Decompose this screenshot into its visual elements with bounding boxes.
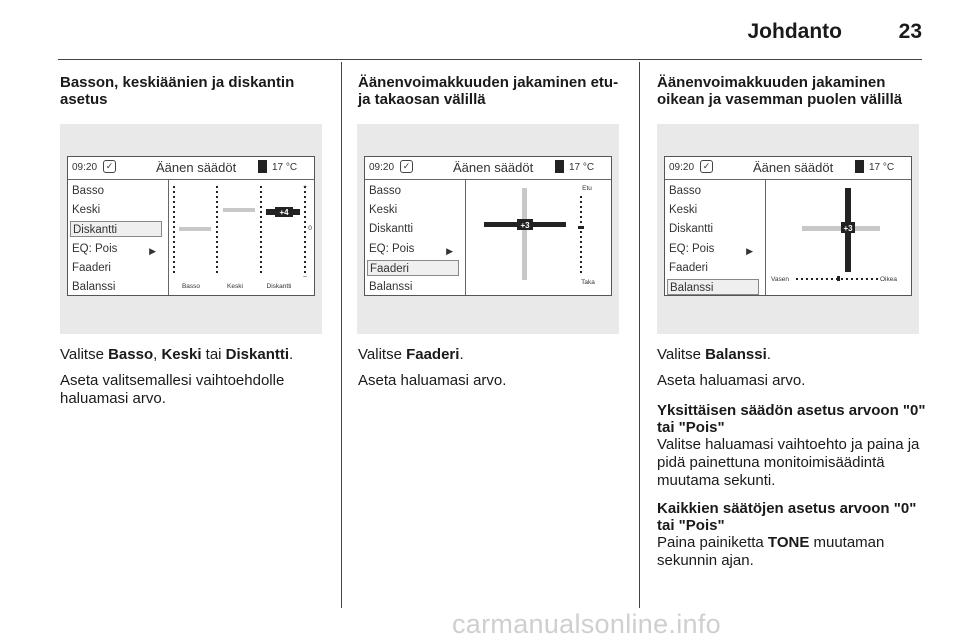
display-screen [664,156,912,296]
menu-item-eq-label: EQ: Pois [369,243,415,255]
keyword-treble: Diskantti [225,346,290,363]
screen-title: Äänen säädöt [753,160,834,175]
text: Valitse [657,346,706,363]
text: Valitse [358,346,407,363]
keyword-fader: Faaderi [406,346,460,363]
screen-menu [665,180,766,295]
thermometer-icon [555,160,564,173]
chapter-title: Johdanto [747,20,842,43]
balance-control [766,180,911,295]
fader-value: +3 [520,221,530,230]
menu-item-balance[interactable]: Balanssi [72,281,116,293]
text: Paina painiketta [657,534,768,551]
page-number: 23 [898,20,922,43]
chevron-right-icon: ▶ [446,246,453,256]
watermark: carmanualsonline.info [452,609,721,639]
screen-image-eq [60,124,322,334]
balance-graphic [766,180,912,296]
instruction-select [657,346,927,364]
thermometer-icon [855,160,864,173]
menu-item-bass[interactable]: Basso [669,185,701,197]
eq-slider-graphic [169,180,315,296]
column-bass-mid-treble [60,74,328,108]
menu-item-mid[interactable]: Keski [72,204,101,216]
column-3-body [657,346,927,580]
check-icon: ✓ [400,160,413,173]
menu-item-bass[interactable]: Basso [72,185,104,197]
fader-graphic [466,180,612,296]
clock: 09:20 [669,162,695,173]
text: . [289,346,294,363]
fader-vertical-bar [522,188,527,280]
fader-scale-marker [578,226,584,229]
menu-item-fader[interactable]: Faaderi [72,262,111,274]
menu-item-treble[interactable]: Diskantti [669,223,714,235]
menu-item-treble[interactable]: Diskantti [369,223,414,235]
screen-image-balance [657,124,919,334]
menu-item-eq[interactable] [667,241,759,257]
menu-item-fader[interactable]: Faaderi [367,260,459,276]
column-fader [358,74,626,108]
display-screen [67,156,315,296]
screen-top-bar [365,157,611,180]
scale-zero: 0 [308,225,312,232]
check-icon: ✓ [700,160,713,173]
all-reset-text [657,534,927,570]
instruction-set: Aseta valitsemallesi vaihtoehdolle haluamasi arvo. [60,372,285,407]
column-1-body [60,346,328,416]
screen-top-bar [68,157,314,180]
text: tai [201,346,226,363]
screen-menu [68,180,169,295]
instruction-set: Aseta haluamasi arvo. [657,372,806,389]
instruction-set: Aseta haluamasi arvo. [358,372,507,389]
keyword-mid: Keski [161,346,202,363]
section-heading: Äänenvoimakkuuden jakaminen etu- ja takaosan välillä [358,74,619,108]
column-divider-1 [341,62,342,608]
treble-label: Diskantti [266,283,292,290]
header-rule [58,59,922,60]
scale-minus: – [303,273,307,280]
text: , [153,346,162,363]
menu-item-balance[interactable]: Balanssi [369,281,413,293]
eq-sliders [169,180,314,295]
menu-item-mid[interactable]: Keski [369,204,398,216]
scale-plus: + [303,184,307,191]
menu-item-fader[interactable]: Faaderi [669,262,708,274]
column-balance [657,74,925,108]
chevron-right-icon: ▶ [149,246,156,256]
instruction-select [60,346,328,364]
instruction-select [358,346,626,364]
keyword-balance: Balanssi [705,346,767,363]
screen-title: Äänen säädöt [156,160,237,175]
menu-item-eq-label: EQ: Pois [72,243,118,255]
text: Valitse [60,346,109,363]
bass-label: Basso [181,283,201,290]
display-screen [364,156,612,296]
menu-item-balance[interactable]: Balanssi [667,279,759,295]
column-divider-2 [639,62,640,608]
menu-item-treble[interactable]: Diskantti [70,221,162,237]
mid-level [223,208,255,212]
column-2-body [358,346,626,398]
keyword-bass: Basso [108,346,154,363]
text: . [766,346,771,363]
treble-value: +4 [279,208,289,217]
text: . [459,346,464,363]
menu-item-eq[interactable] [70,241,162,257]
subheading-all-reset: Kaikkien säätöjen asetus arvoon "0" tai "Pois" [657,500,917,534]
balance-scale-marker [837,276,840,281]
section-heading: Äänenvoimakkuuden jakaminen oikean ja vasemman puolen välillä [657,74,903,108]
screen-image-fader [357,124,619,334]
mid-label: Keski [227,283,243,290]
fader-control [466,180,611,295]
clock: 09:20 [72,162,98,173]
fader-front-label: Etu [582,185,592,192]
screen-menu [365,180,466,295]
menu-item-eq-label: EQ: Pois [669,243,715,255]
bass-level [179,227,211,231]
chevron-right-icon: ▶ [746,246,753,256]
thermometer-icon [258,160,267,173]
fader-rear-label: Taka [581,279,595,286]
clock: 09:20 [369,162,395,173]
temperature: 17 °C [869,162,895,173]
menu-item-mid[interactable]: Keski [669,204,698,216]
balance-value: +3 [843,224,853,233]
section-heading: Basson, keskiäänien ja diskantin asetus [60,74,295,108]
single-reset-text: Valitse haluamasi vaihtoehto ja paina ja pidä painettuna monitoimisäädintä muutama sekunti. [657,436,920,489]
balance-right-label: Oikea [880,276,897,283]
balance-left-label: Vasen [771,276,789,283]
text: muutaman sekunnin ajan. [657,534,885,569]
menu-item-bass[interactable]: Basso [369,185,401,197]
check-icon: ✓ [103,160,116,173]
temperature: 17 °C [569,162,595,173]
screen-top-bar [665,157,911,180]
subheading-single-reset: Yksittäisen säädön asetus arvoon "0" tai "Pois" [657,402,926,436]
menu-item-eq[interactable] [367,241,459,257]
temperature: 17 °C [272,162,298,173]
screen-title: Äänen säädöt [453,160,534,175]
keyword-tone: TONE [767,534,810,551]
